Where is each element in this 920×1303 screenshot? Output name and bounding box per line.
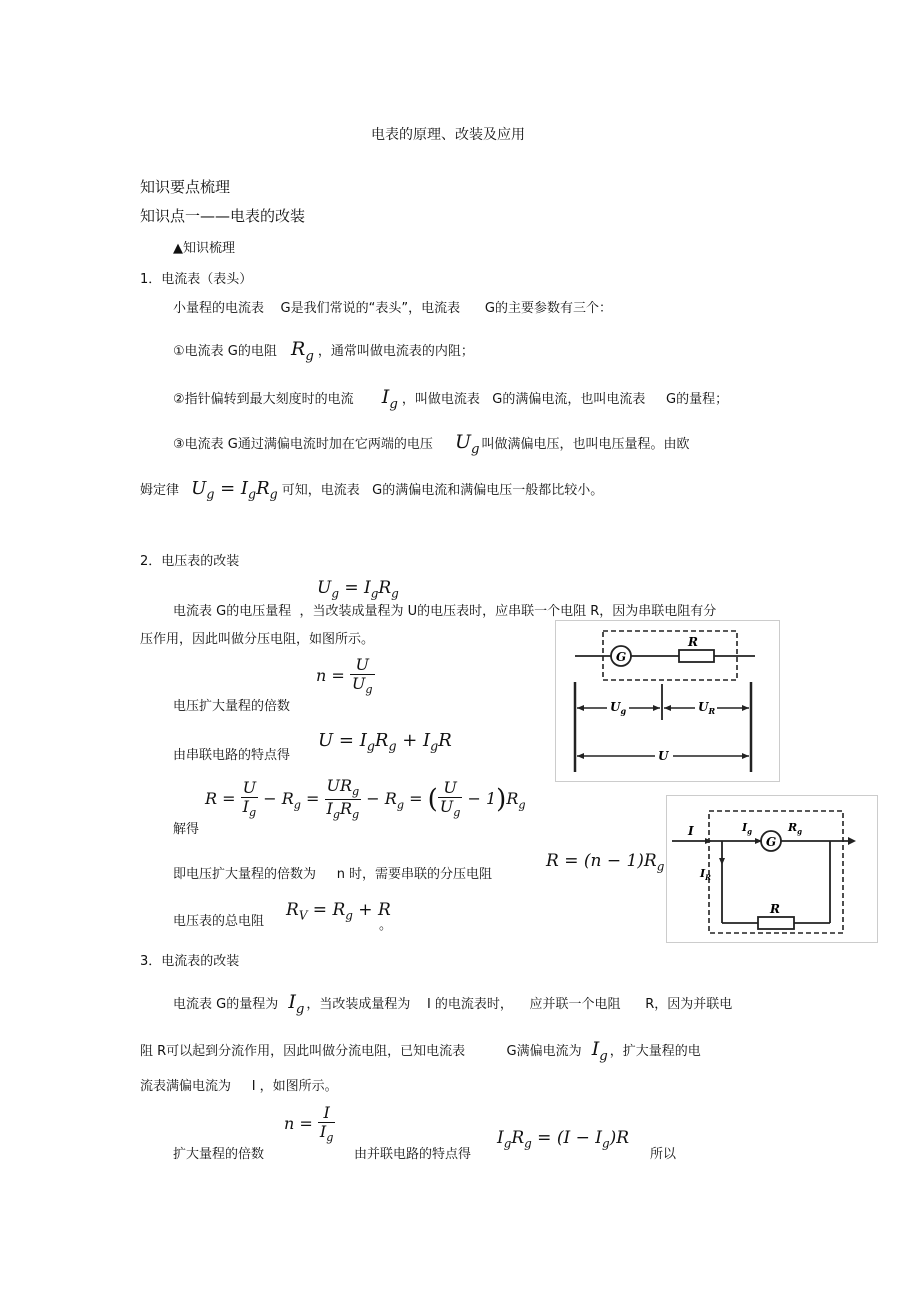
- s2-total-label: 电压表的总电阻: [173, 914, 265, 929]
- section-heading: 知识要点梳理: [140, 178, 231, 196]
- s3-para-line1: 电流表 G的量程为 $I_g$ ，当改装成量程为 I 的电流表时， 应并联一个电阻 R，因为并联电: [173, 991, 733, 1017]
- ug-label: $U_g$: [610, 700, 627, 716]
- formula-ug: $U_g = I_gR_g$: [317, 578, 399, 601]
- resistor-symbol: [758, 917, 794, 929]
- ammeter-circuit-diagram: [666, 795, 878, 943]
- s1-item3: ③电流表 G通过满偏电流时加在它两端的电压 $U_g$ 叫做满偏电压，也叫电压量程。由欧: [173, 431, 690, 457]
- rg-label: $R_g$: [788, 821, 803, 836]
- formula-n-voltage: n = $\frac{U}{U_g}$: [316, 655, 373, 697]
- s1-para: 小量程的电流表 G是我们常说的“表头”，电流表 G的主要参数有三个：: [173, 301, 612, 316]
- s3-ratio-label: 扩大量程的倍数: [173, 1147, 265, 1162]
- s3-parallel-label: 由并联电路的特点得: [354, 1147, 472, 1162]
- s2-ratio-label: 电压扩大量程的倍数: [173, 699, 291, 714]
- s1-item2: ②指针偏转到最大刻度时的电流 $I_g$ ，叫做电流表 G的满偏电流，也叫电流表 G的量程；: [173, 386, 729, 412]
- sub-heading: ▲知识梳理: [173, 241, 235, 256]
- formula-parallel: $I_gR_g = (I - I_g)R$: [497, 1128, 630, 1151]
- s3-so-label: 所以: [650, 1147, 677, 1162]
- galv-label: G: [616, 650, 627, 664]
- s2-para-line1: 电流表 G的电压量程 ，当改装成量程为 U的电压表时，应串联一个电阻 R，因为串联电阻有分: [173, 604, 717, 619]
- formula-solve-r: R = $\frac{U}{I_g}$ − $R_g$ = $\frac{UR_g}{I_gR_g}$ − $R_g$ = ( $\frac{U}{U_g}$ − $1)R_g$: [205, 776, 526, 822]
- ir-label: $I_R$: [700, 867, 711, 882]
- formula-r-n: $R = (n - 1)R_g$: [546, 851, 665, 874]
- resistor-label: R: [688, 635, 698, 649]
- u-label: U: [658, 749, 669, 763]
- s3-para-line3: 流表满偏电流为 I ，如图所示。: [140, 1079, 338, 1094]
- s1-item3-cont: 姆定律 $U_g = I_gR_g$ 可知，电流表 G的满偏电流和满偏电压一般都比较小。: [140, 478, 604, 502]
- s2-solve-label: 解得: [173, 822, 200, 837]
- ur-label: $U_R$: [698, 700, 716, 716]
- formula-rv: $R_V = R_g + R$: [286, 900, 391, 923]
- page-title: 电表的原理、改装及应用: [371, 127, 525, 143]
- s1-item1: ①电流表 G的电阻 $R_g$ ，通常叫做电流表的内阻；: [173, 338, 474, 364]
- galv-label: G: [766, 835, 777, 849]
- i-label: I: [688, 824, 694, 838]
- formula-n-current: n = $\frac{I}{I_g}$: [284, 1103, 334, 1145]
- resistor-symbol: [679, 650, 714, 662]
- s3-para-line2: 阻 R可以起到分流作用，因此叫做分流电阻，已知电流表 G满偏电流为 $I_g$ ，扩大量程的电: [140, 1038, 701, 1064]
- voltmeter-circuit-diagram: [555, 620, 780, 782]
- resistor-label: R: [770, 902, 780, 916]
- s2-heading: 2．电压表的改装: [140, 554, 240, 569]
- formula-series: $U = I_gR_g + I_gR$: [318, 730, 452, 754]
- point1-heading: 知识点一——电表的改装: [140, 207, 306, 225]
- s2-n-line: 即电压扩大量程的倍数为 n 时，需要串联的分压电阻: [173, 867, 493, 882]
- s2-para-line2: 压作用，因此叫做分压电阻，如图所示。: [140, 632, 375, 647]
- s3-heading: 3．电流表的改装: [140, 954, 240, 969]
- s2-series-label: 由串联电路的特点得: [173, 748, 291, 763]
- s1-heading: 1．电流表（表头）: [140, 272, 253, 287]
- ig-label: $I_g$: [742, 821, 753, 836]
- s2-total-end: 。: [379, 918, 393, 933]
